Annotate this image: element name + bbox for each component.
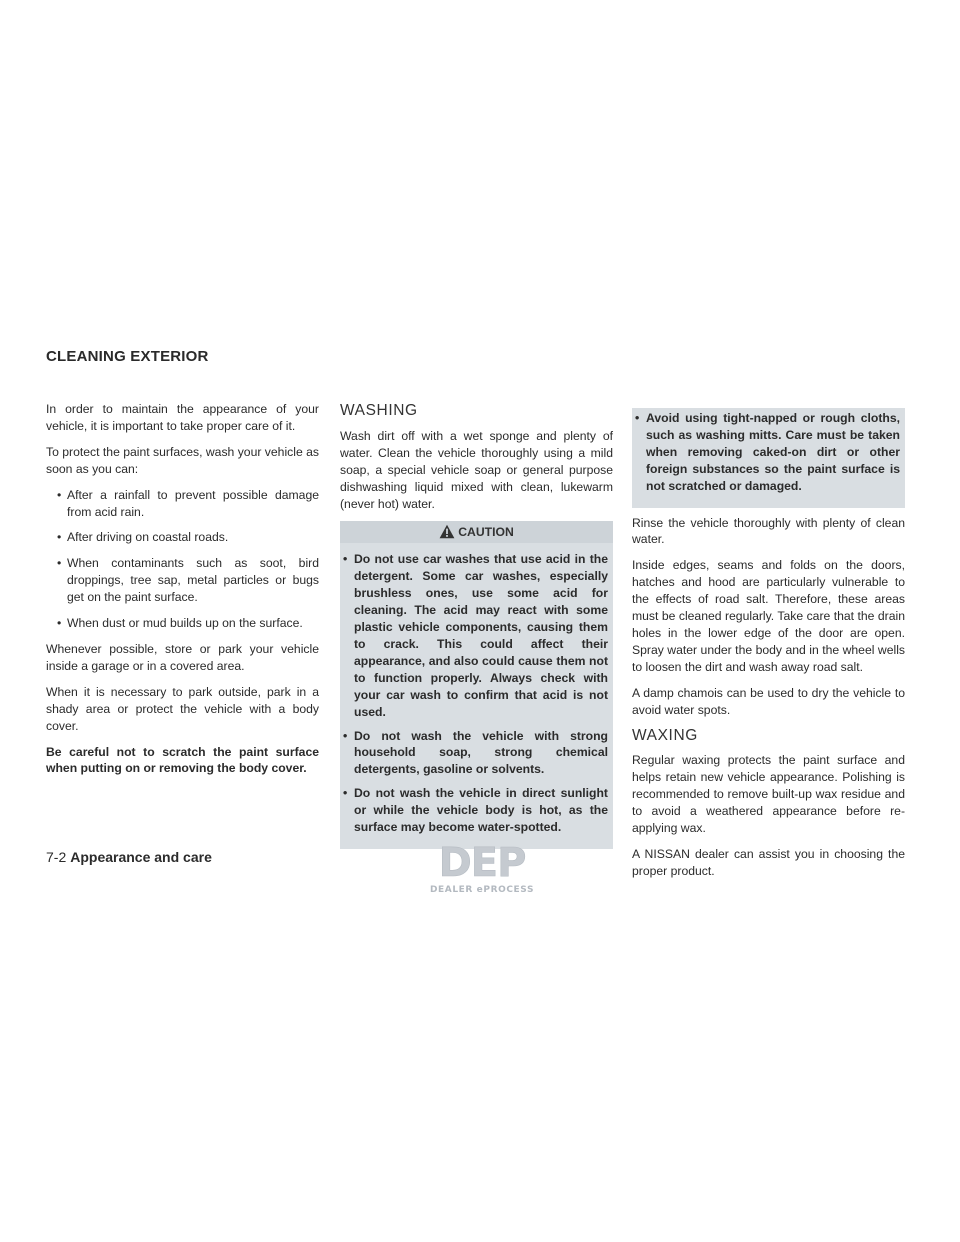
column-2 — [340, 403, 613, 849]
logo-sub-text: DEALER ePROCESS — [429, 885, 535, 894]
washing-heading: WASHING — [340, 402, 418, 419]
wash-when-list — [46, 487, 319, 632]
dealer-eprocess-logo — [418, 842, 546, 894]
caution-label: CAUTION — [458, 525, 514, 540]
logo-main-text: DEP — [438, 842, 526, 886]
chapter-title: Appearance and care — [70, 849, 212, 865]
caution-item: • Do not use car washes that use acid in the detergent. Some car washes, especially brushless ones, use some acid for cleaning. The acid may react with some plastic vehicle components, causing them to crack. This could affect their appearance, and also could cause them not to function properly. Always check with your car wash to confirm that acid is not used. — [340, 551, 608, 720]
caution-item: • Do not wash the vehicle in direct sunlight or while the vehicle body is hot, as the surface may become water-spotted. — [340, 785, 608, 836]
caution-item: • Avoid using tight-napped or rough cloths, such as washing mitts. Care must be taken when removing caked-on dirt or other foreign substances so the paint surface is not scratched or damaged. — [632, 410, 900, 495]
list-item: • After driving on coastal roads. — [46, 529, 319, 546]
rinse-paragraph: Rinse the vehicle thoroughly with plenty of clean water. — [632, 515, 905, 547]
page-footer — [46, 849, 212, 865]
caution-item: • Do not wash the vehicle with strong household soap, strong chemical detergents, gasoline or solvents. — [340, 728, 608, 779]
dealer-paragraph: A NISSAN dealer can assist you in choosing the proper product. — [632, 846, 905, 878]
waxing-paragraph: Regular waxing protects the paint surface and helps retain new vehicle appearance. Polishing is recommended to remove built-up wax residue and to avoid a weathered appearance before re-applying wax. — [632, 753, 905, 836]
store-paragraph: Whenever possible, store or park your vehicle inside a garage or in a covered area. — [46, 641, 319, 673]
page-number: 7-2 — [46, 849, 67, 865]
list-item: • After a rainfall to prevent possible damage from acid rain. — [46, 487, 319, 521]
chamois-paragraph: A damp chamois can be used to dry the vehicle to avoid water spots. — [632, 685, 905, 717]
washing-paragraph: Wash dirt off with a wet sponge and plenty of water. Clean the vehicle thoroughly using a mild soap, a special vehicle soap or general purpose dishwashing liquid mixed with clean, lukewarm (never hot) water. — [340, 428, 613, 511]
intro-paragraph: In order to maintain the appearance of your vehicle, it is important to take proper care of it. — [46, 402, 319, 433]
caution-box — [340, 521, 613, 849]
caution-header — [340, 521, 613, 543]
caution-list — [340, 551, 613, 849]
road-salt-paragraph: Inside edges, seams and folds on the doors, hatches and hood are particularly vulnerable to the effects of road salt. Therefore, these areas must be cleaned regularly. Take care that the drain holes in the lower edge of the door are open. Spray water under the body and in the wheel wells to loosen the dirt and wash away road salt. — [632, 558, 905, 674]
warning-triangle-icon — [439, 524, 455, 539]
section-title: CLEANING EXTERIOR — [46, 348, 209, 365]
caution-box-continued — [632, 408, 905, 508]
column-3 — [632, 408, 905, 889]
list-item: • When contaminants such as soot, bird droppings, tree sap, metal particles or bugs get on the paint surface. — [46, 555, 319, 606]
park-outside-paragraph: When it is necessary to park outside, park in a shady area or protect the vehicle with a body cover. — [46, 684, 319, 733]
waxing-heading: WAXING — [632, 726, 698, 744]
protect-paragraph: To protect the paint surfaces, wash your vehicle as soon as you can: — [46, 444, 320, 476]
caution-list — [632, 410, 905, 508]
list-item: • When dust or mud builds up on the surface. — [46, 615, 319, 632]
column-1 — [46, 401, 319, 786]
body-cover-warning: Be careful not to scratch the paint surface when putting on or removing the body cover. — [46, 744, 319, 776]
